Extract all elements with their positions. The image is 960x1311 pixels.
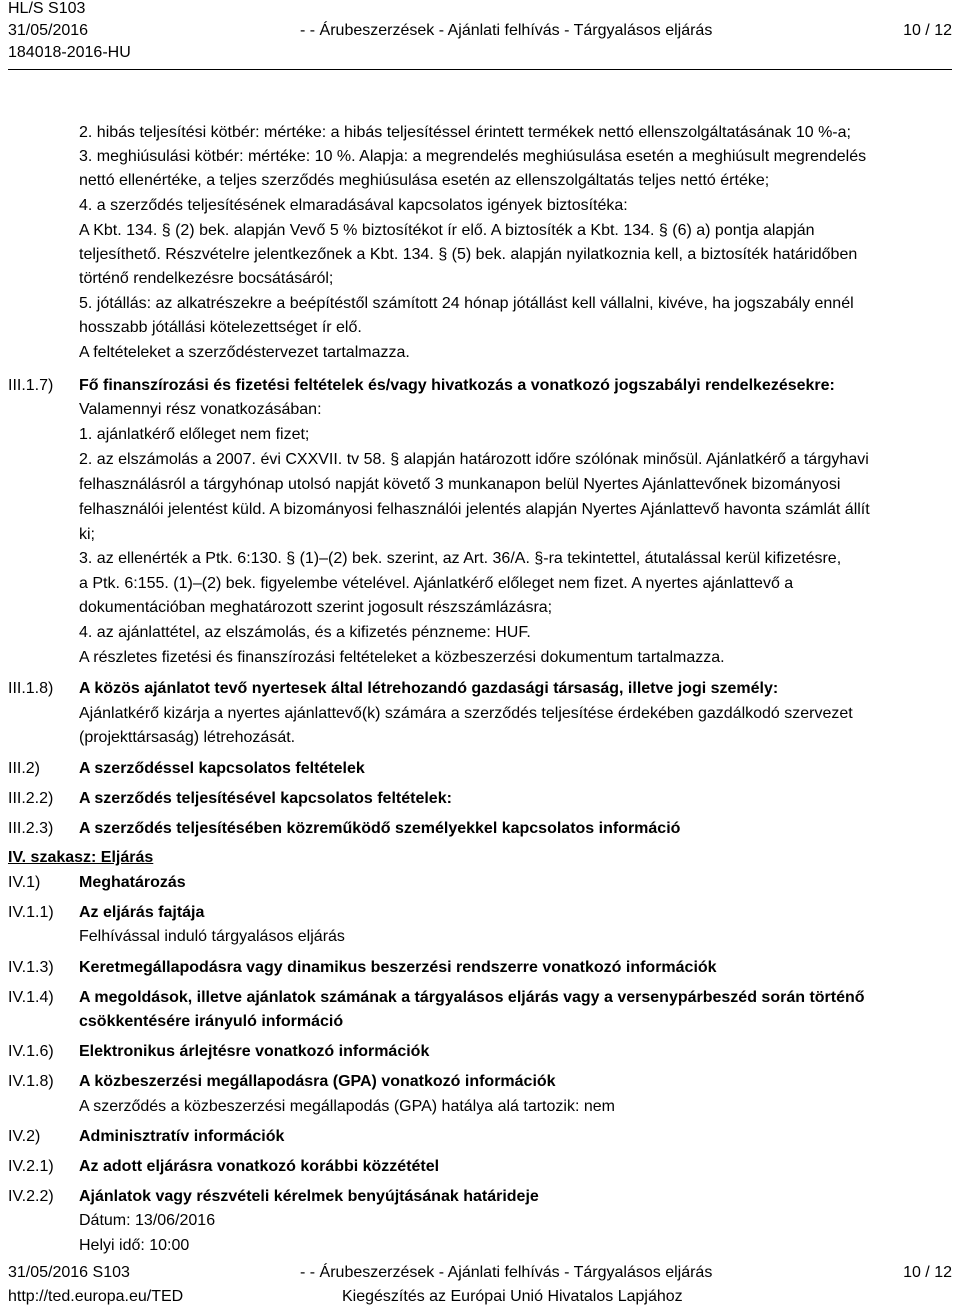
text-line: Helyi idő: 10:00	[79, 1237, 190, 1254]
subsection-title: A megoldások, illetve ajánlatok számának a tárgyalásos eljárás vagy a versenypárbeszéd során történő	[79, 989, 865, 1006]
subsection-title: Elektronikus árlejtésre vonatkozó információk	[79, 1043, 430, 1060]
section-number: III.2)	[8, 760, 41, 777]
subsection-title: A szerződés teljesítésével kapcsolatos feltételek:	[79, 790, 452, 807]
section-number: IV.1.6)	[8, 1043, 54, 1060]
subsection-title: A közbeszerzési megállapodásra (GPA) vonatkozó információk	[79, 1073, 556, 1090]
section-number: III.1.8)	[8, 680, 54, 697]
text-line: felhasználói jelentést küld. A bizományosi felhasználói jelentés alapján Nyertes Ajánlattevő havonta számlát állít	[79, 501, 870, 518]
text-line: A részletes fizetési és finanszírozási feltételeket a közbeszerzési dokumentum tartalmazza.	[79, 649, 725, 666]
page-number: 10 / 12	[903, 22, 952, 39]
subsection-title: Az adott eljárásra vonatkozó korábbi közzététel	[79, 1158, 440, 1175]
section-number: IV.1.1)	[8, 904, 54, 921]
text-line: A feltételeket a szerződéstervezet tartalmazza.	[79, 344, 410, 361]
doc-ref: 184018-2016-HU	[8, 44, 131, 61]
footer-subtitle: Kiegészítés az Európai Unió Hivatalos Lapjához	[342, 1288, 683, 1305]
text-line: 5. jótállás: az alkatrészekre a beépítéstől számított 24 hónap jótállást kell vállalni, kivéve, ha jogszabály ennél	[79, 295, 854, 312]
text-line: nettó ellenértéke, a teljes szerződés meghiúsulása esetén az ellenszolgáltatás teljes nettó értéke;	[79, 172, 770, 189]
text-line: 3. az ellenérték a Ptk. 6:130. § (1)–(2) bek. szerint, az Art. 36/A. §-ra tekintettel, átutalással kerül kifizetésre,	[79, 550, 842, 567]
doc-date: 31/05/2016	[8, 22, 89, 39]
text-line: történő rendelkezésre bocsátásáról;	[79, 270, 334, 287]
text-line: 4. a szerződés teljesítésének elmaradásával kapcsolatos igények biztosítéka:	[79, 197, 628, 214]
section-number: IV.2.2)	[8, 1188, 54, 1205]
subsection-title: Ajánlatok vagy részvételi kérelmek benyújtásának határideje	[79, 1188, 539, 1205]
section-number: IV.1.8)	[8, 1073, 54, 1090]
text-line: A szerződés a közbeszerzési megállapodás (GPA) hatálya alá tartozik: nem	[79, 1098, 615, 1115]
section-number: IV.1.4)	[8, 989, 54, 1006]
text-line: 1. ajánlatkérő előleget nem fizet;	[79, 426, 310, 443]
text-line: hosszabb jótállási kötelezettséget ír elő.	[79, 319, 362, 336]
footer-title: - - Árubeszerzések - Ajánlati felhívás - Tárgyalásos eljárás	[300, 1264, 713, 1281]
page-footer	[0, 1264, 960, 1311]
text-line: A Kbt. 134. § (2) bek. alapján Vevő 5 % biztosítékot ír elő. A biztosíték a Kbt. 134. § (6) a) pontja alapján	[79, 222, 815, 239]
text-line: felhasználásról a tárgyhónap utolsó napját követő 3 munkanapon belül Nyertes Ajánlattevőnek bizományosi	[79, 476, 841, 493]
section-number: IV.1.3)	[8, 959, 54, 976]
text-line: Dátum: 13/06/2016	[79, 1212, 216, 1229]
subsection-title: Adminisztratív információk	[79, 1128, 285, 1145]
section-number: III.2.3)	[8, 820, 54, 837]
text-line: 2. hibás teljesítési kötbér: mértéke: a hibás teljesítéssel érintett termékek nettó ellenszolgáltatásának 10 %-a;	[79, 124, 851, 141]
section-number: III.1.7)	[8, 377, 54, 394]
text-line: 3. meghiúsulási kötbér: mértéke: 10 %. Alapja: a megrendelés meghiúsulása esetén a meghiúsult megrendelés	[79, 148, 867, 165]
doc-code: HL/S S103	[8, 0, 86, 17]
footer-date: 31/05/2016 S103	[8, 1264, 130, 1281]
text-line: 4. az ajánlattétel, az elszámolás, és a kifizetés pénzneme: HUF.	[79, 624, 531, 641]
section-number: IV.1)	[8, 874, 41, 891]
text-line: ki;	[79, 526, 95, 543]
subsection-title: csökkentésére irányuló információ	[79, 1013, 344, 1030]
footer-page: 10 / 12	[903, 1264, 952, 1281]
text-line: (projekttársaság) létrehozását.	[79, 729, 296, 746]
section-number: IV.2.1)	[8, 1158, 54, 1175]
footer-link[interactable]: http://ted.europa.eu/TED	[8, 1288, 184, 1305]
text-line: Felhívással induló tárgyalásos eljárás	[79, 928, 345, 945]
text-line: Valamennyi rész vonatkozásában:	[79, 401, 322, 418]
doc-title: - - Árubeszerzések - Ajánlati felhívás - Tárgyalásos eljárás	[300, 22, 713, 39]
page-header	[0, 0, 960, 70]
header-divider	[8, 69, 952, 70]
subsection-title: A szerződéssel kapcsolatos feltételek	[79, 760, 365, 777]
section-heading: IV. szakasz: Eljárás	[8, 849, 154, 866]
subsection-title: Az eljárás fajtája	[79, 904, 205, 921]
subsection-title: Fő finanszírozási és fizetési feltételek és/vagy hivatkozás a vonatkozó jogszabályi rendelkezésekre:	[79, 377, 835, 394]
section-number: III.2.2)	[8, 790, 54, 807]
text-line: dokumentációban meghatározott szerint jogosult részszámlázásra;	[79, 599, 553, 616]
subsection-title: A közös ajánlatot tevő nyertesek által létrehozandó gazdasági társaság, illetve jogi személy:	[79, 680, 779, 697]
text-line: teljesíthető. Részvételre jelentkezőnek a Kbt. 134. § (5) bek. alapján nyilatkoznia kell, a biztosíték határidőben	[79, 246, 858, 263]
subsection-title: Keretmegállapodásra vagy dinamikus beszerzési rendszerre vonatkozó információk	[79, 959, 717, 976]
text-line: 2. az elszámolás a 2007. évi CXXVII. tv 58. § alapján határozott időre szólónak minősül. Ajánlatkérő a tárgyhavi	[79, 451, 869, 468]
subsection-title: A szerződés teljesítésében közreműködő személyekkel kapcsolatos információ	[79, 820, 681, 837]
subsection-title: Meghatározás	[79, 874, 186, 891]
text-line: Ajánlatkérő kizárja a nyertes ajánlattevő(k) számára a szerződés teljesítése érdekében gazdálkodó szervezet	[79, 705, 853, 722]
section-number: IV.2)	[8, 1128, 41, 1145]
text-line: a Ptk. 6:155. (1)–(2) bek. figyelembe vételével. Ajánlatkérő előleget nem fizet. A nyertes ajánlattevő a	[79, 575, 794, 592]
